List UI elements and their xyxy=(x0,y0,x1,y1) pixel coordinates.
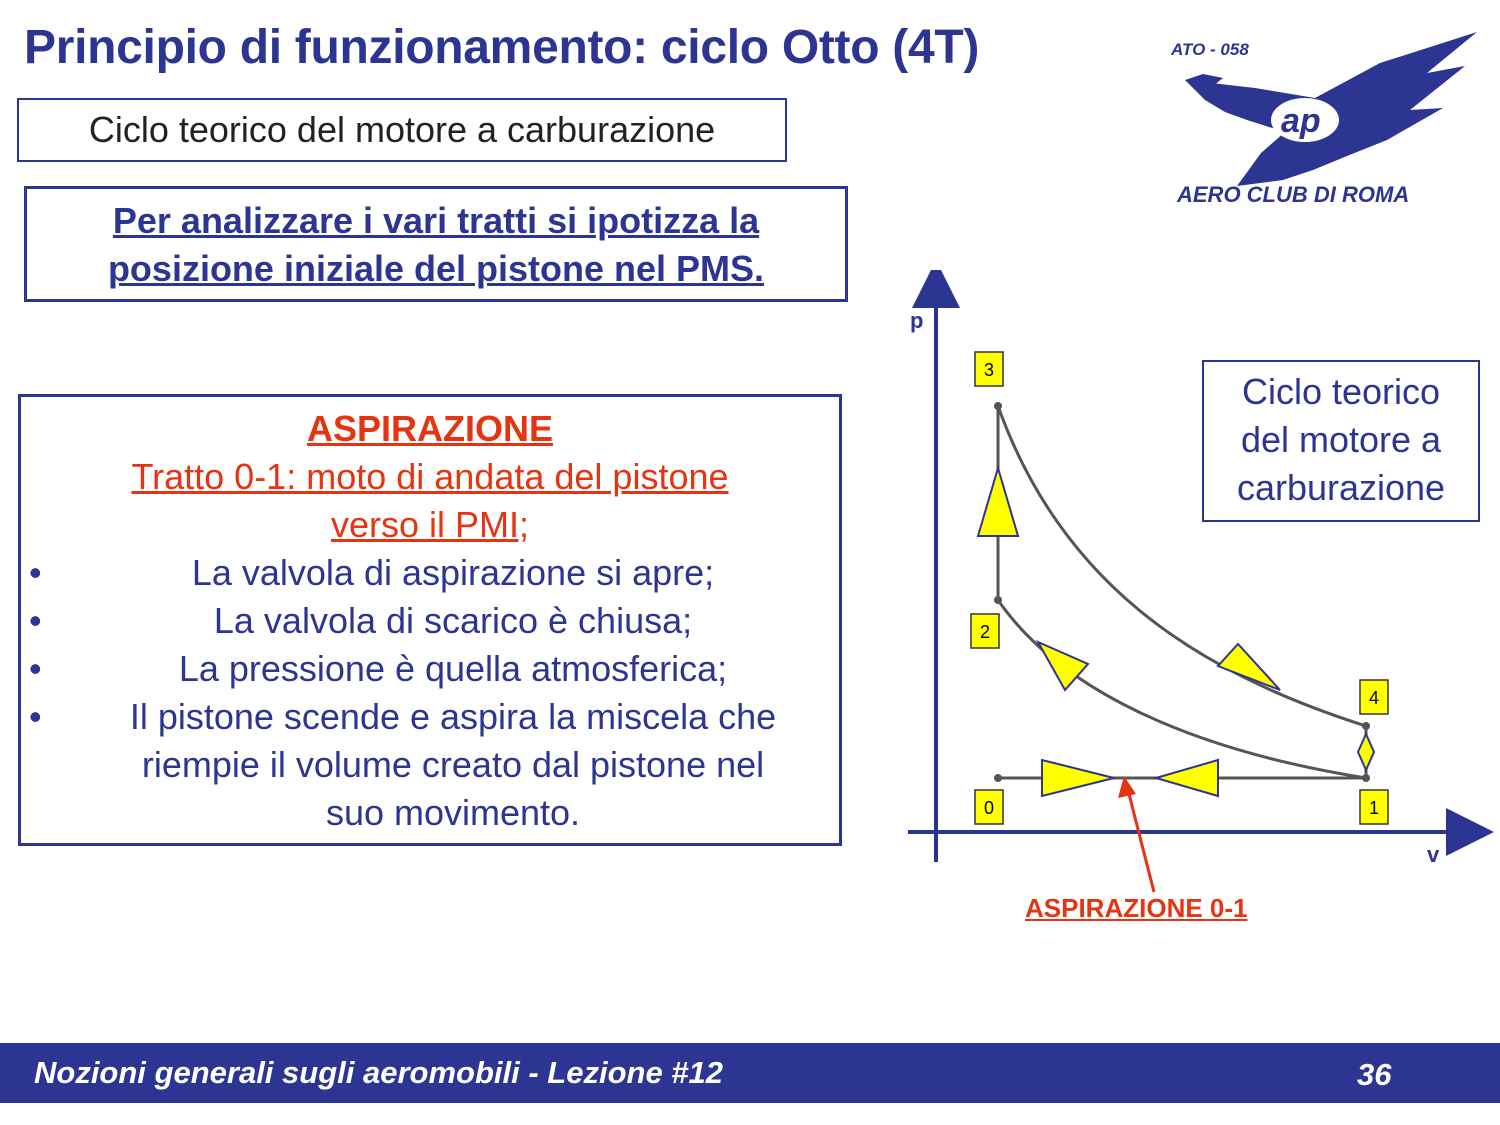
hypothesis-box xyxy=(24,186,848,302)
legend-line-3: carburazione xyxy=(1236,467,1446,508)
bullet-text: suo movimento. xyxy=(325,792,581,833)
svg-text:ap: ap xyxy=(1281,102,1321,140)
curve-1-2 xyxy=(998,600,1366,778)
annotation-arrow xyxy=(1128,790,1154,892)
hypothesis-line-1: Per analizzare i vari tratti si ipotizza la xyxy=(112,200,760,241)
arrow-0-1-left-icon xyxy=(1156,760,1218,796)
arrow-0-1-right-icon xyxy=(1042,760,1114,796)
point-label-1 xyxy=(1360,790,1388,824)
y-axis-label: p xyxy=(910,308,924,333)
legend-line-1: Ciclo teorico xyxy=(1241,371,1441,412)
bullet-text: La valvola di scarico è chiusa; xyxy=(213,600,693,641)
logo-name: AERO CLUB DI ROMA xyxy=(1177,182,1410,207)
aspiration-heading: ASPIRAZIONE xyxy=(306,408,554,449)
arrow-1-2-icon xyxy=(1038,642,1088,690)
point-label-3 xyxy=(975,352,1003,386)
svg-text:1: 1 xyxy=(1368,798,1380,818)
bullet-text: Il pistone scende e aspira la miscela che xyxy=(129,696,777,737)
bullet-item xyxy=(21,549,839,597)
bullet-text: La valvola di aspirazione si apre; xyxy=(191,552,715,593)
bullet-dot: • xyxy=(29,552,42,593)
aero-club-logo xyxy=(1165,28,1485,213)
bullet-item xyxy=(21,645,839,693)
eagle-emblem-icon xyxy=(1165,28,1485,213)
bullet-dot: • xyxy=(29,696,42,737)
aspiration-annotation: ASPIRAZIONE 0-1 xyxy=(1025,893,1248,923)
subtitle-box xyxy=(17,98,787,162)
aspiration-box xyxy=(18,394,842,846)
bullet-text: La pressione è quella atmosferica; xyxy=(178,648,728,689)
point-label-2 xyxy=(971,614,999,648)
svg-text:2: 2 xyxy=(979,622,991,642)
legend-line-2: del motore a xyxy=(1240,419,1442,460)
bullet-dot: • xyxy=(29,600,42,641)
bullet-dot: • xyxy=(29,648,42,689)
footer-text: Nozioni generali sugli aeromobili - Lezione #12 xyxy=(34,1055,724,1090)
svg-text:4: 4 xyxy=(1368,688,1380,708)
bullet-item xyxy=(21,597,839,645)
point-label-4 xyxy=(1360,680,1388,714)
footer-bar xyxy=(0,1043,1500,1103)
bullet-item xyxy=(21,693,839,837)
arrow-4-1-icon xyxy=(1358,734,1374,770)
hypothesis-line-2: posizione iniziale del pistone nel PMS. xyxy=(107,248,765,289)
aspiration-bullets xyxy=(21,549,839,837)
bullet-text: riempie il volume creato dal pistone nel xyxy=(141,744,765,785)
svg-text:0: 0 xyxy=(983,798,995,818)
logo-code: ATO - 058 xyxy=(1171,40,1249,59)
aspiration-sub-line-2: verso il PMI; xyxy=(330,504,530,545)
point-label-0 xyxy=(975,790,1003,824)
page-title: Principio di funzionamento: ciclo Otto (4T) xyxy=(24,21,980,74)
svg-text:3: 3 xyxy=(983,360,995,380)
arrow-3-4-icon xyxy=(1218,644,1280,690)
x-axis-label: v xyxy=(1427,842,1440,867)
page-number: 36 xyxy=(1357,1057,1392,1092)
diagram-legend-box xyxy=(1202,360,1480,522)
subtitle-text: Ciclo teorico del motore a carburazione xyxy=(88,109,716,150)
aspiration-sub-line-1: Tratto 0-1: moto di andata del pistone xyxy=(131,456,729,497)
arrow-2-3-icon xyxy=(978,468,1018,536)
